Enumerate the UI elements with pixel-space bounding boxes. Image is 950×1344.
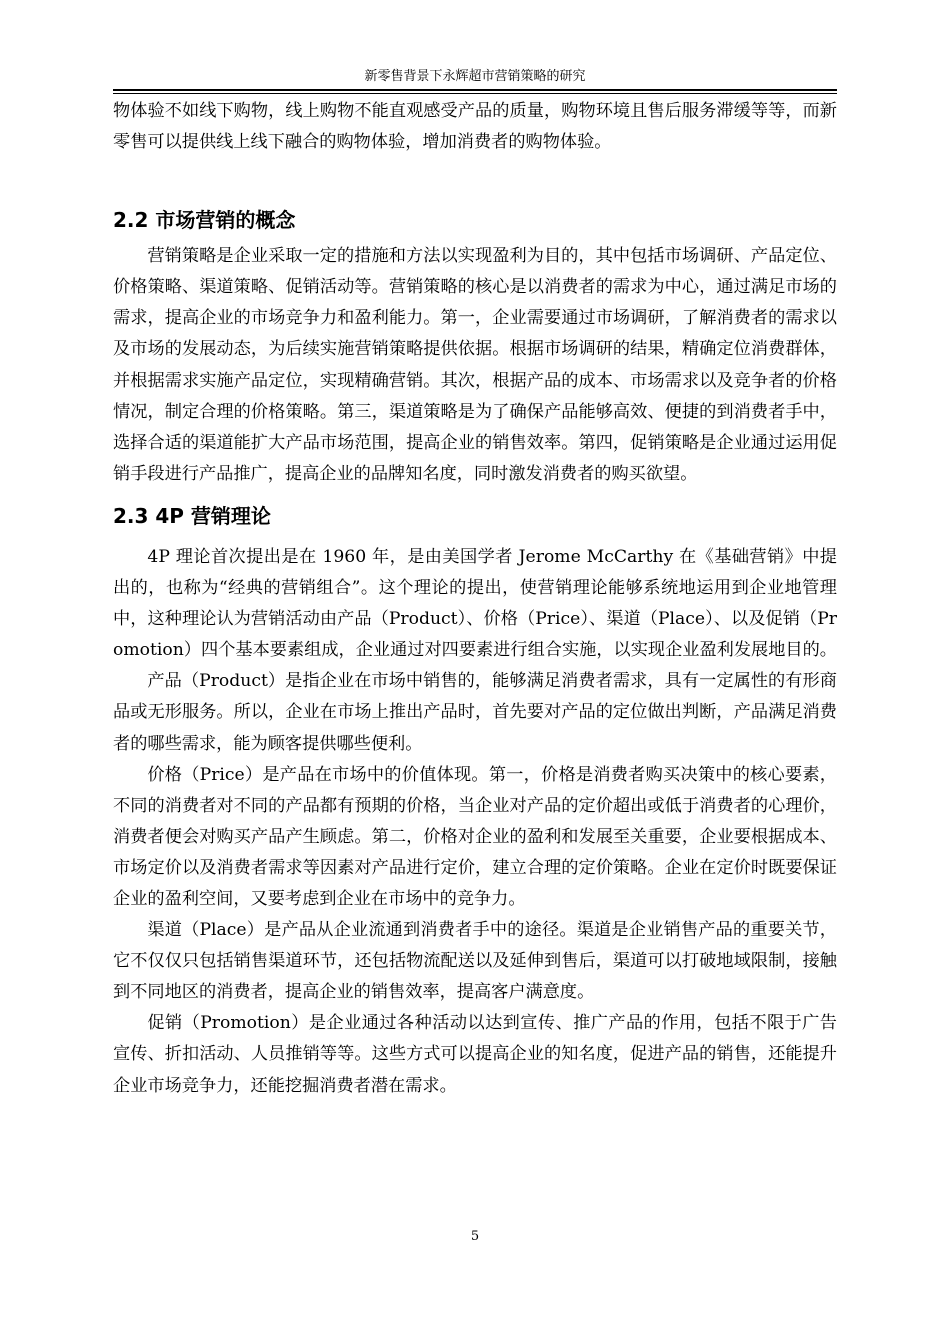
paragraph-2-2-1: 营销策略是企业采取一定的措施和方法以实现盈利为目的，其中包括市场调研、产品定位、价格策略、渠道策略、促销活动等。营销策略的核心是以消费者的需求为中心，通过满足市场的需求，提高企业的市场竞争力和盈利能力。第一，企业需要通过市场调研，了解消费者的需求以及市场的发展动态，为后续实施营销策略提供依据。根据市场调研的结果，精确定位消费群体，并根据需求实施产品定位，实现精确营销。其次，根据产品的成本、市场需求以及竞争者的价格情况，制定合理的价格策略。第三，渠道策略是为了确保产品能够高效、便捷的到消费者手中，选择合适的渠道能扩大产品市场范围，提高企业的销售效率。第四，促销策略是企业通过运用促销手段进行产品推广，提高企业的品牌知名度，同时激发消费者的购买欲望。 <box>113 246 837 484</box>
header-rule-thick <box>113 89 837 91</box>
paragraph-2-3-2: 产品（Product）是指企业在市场中销售的，能够满足消费者需求，具有一定属性的有形商品或无形服务。所以，企业在市场上推出产品时，首先要对产品的定位做出判断，产品满足消费者的哪些需求，能为顾客提供哪些便利。 <box>113 671 837 754</box>
header-rule-thin <box>113 93 837 94</box>
section-heading-2-3: 2.3 4P 营销理论 <box>113 503 271 528</box>
running-header: 新零售背景下永辉超市营销策略的研究 <box>364 69 586 84</box>
page-body <box>113 96 837 1102</box>
paragraph-2-3-5: 促销（Promotion）是企业通过各种活动以达到宣传、推广产品的作用，包括不限于广告宣传、折扣活动、人员推销等等。这些方式可以提高企业的知名度，促进产品的销售，还能提升企业市场竞争力，还能挖掘消费者潜在需求。 <box>113 1013 837 1096</box>
section-heading-2-2: 2.2 市场营销的概念 <box>113 208 296 233</box>
paragraph-2-3-1: 4P 理论首次提出是在 1960 年，是由美国学者 Jerome McCarthy 在《基础营销》中提出的，也称为“经典的营销组合”。这个理论的提出，使营销理论能够系统地运用到企业地管理中，这种理论认为营销活动由产品（Product）、价格（Price）、渠道（Place）、以及促销（Promotion）四个基本要素组成，企业通过对四要素进行组合实施，以实现企业盈利发展地目的。 <box>113 546 837 661</box>
page-number: 5 <box>470 1229 480 1244</box>
paragraph-2-3-4: 渠道（Place）是产品从企业流通到消费者手中的途径。渠道是企业销售产品的重要关节，它不仅仅只包括销售渠道环节，还包括物流配送以及延伸到售后，渠道可以打破地域限制，接触到不同地区的消费者，提高企业的销售效率，提高客户满意度。 <box>113 920 837 1003</box>
intro-paragraph: 物体验不如线下购物，线上购物不能直观感受产品的质量，购物环境且售后服务滞缓等等，而新零售可以提供线上线下融合的购物体验，增加消费者的购物体验。 <box>113 101 837 153</box>
paragraph-2-3-3: 价格（Price）是产品在市场中的价值体现。第一，价格是消费者购买决策中的核心要素，不同的消费者对不同的产品都有预期的价格，当企业对产品的定价超出或低于消费者的心理价，消费者便会对购买产品产生顾虑。第二，价格对企业的盈利和发展至关重要，企业要根据成本、市场定价以及消费者需求等因素对产品进行定价，建立合理的定价策略。企业在定价时既要保证企业的盈利空间，又要考虑到企业在市场中的竞争力。 <box>113 764 837 909</box>
